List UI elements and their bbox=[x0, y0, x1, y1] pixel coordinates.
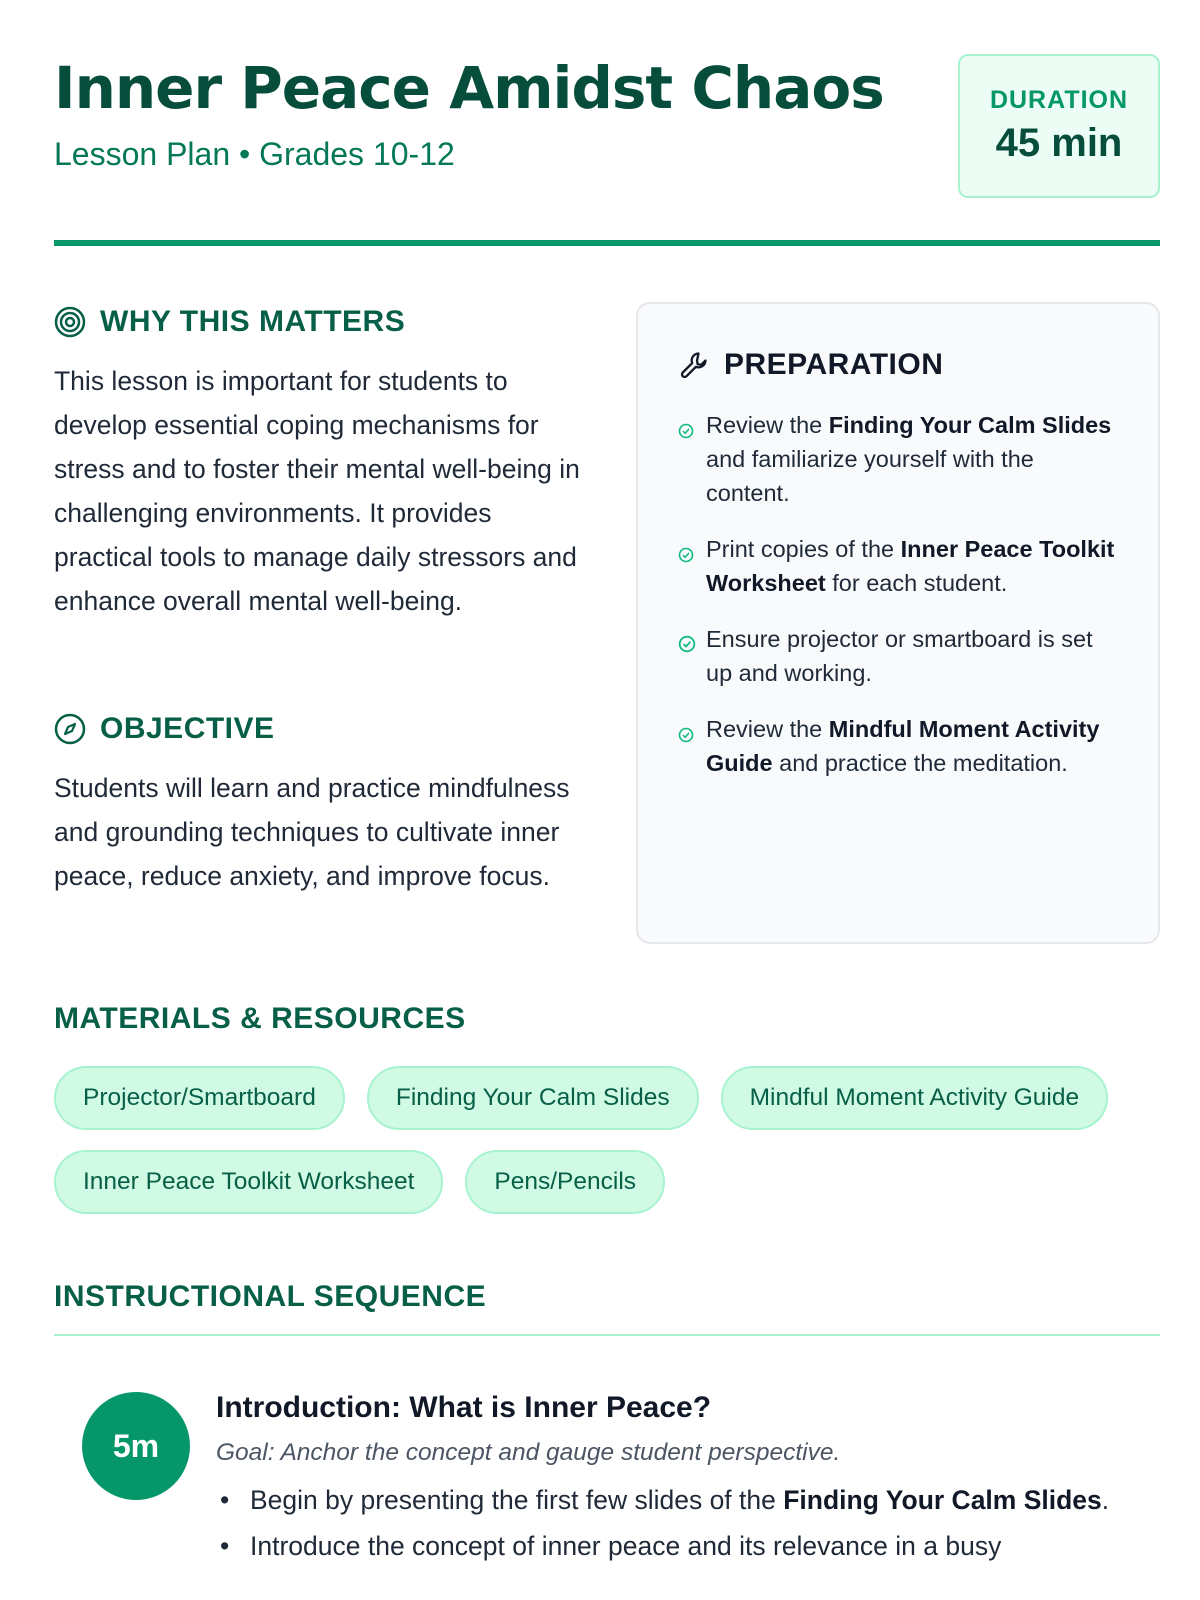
sequence-title: INSTRUCTIONAL SEQUENCE bbox=[54, 1280, 487, 1313]
materials-list bbox=[54, 1066, 1160, 1214]
page-title: Inner Peace Amidst Chaos bbox=[54, 54, 884, 122]
preparation-list bbox=[678, 408, 1122, 780]
check-circle-icon bbox=[678, 547, 694, 563]
page-subtitle: Lesson Plan • Grades 10-12 bbox=[54, 136, 455, 172]
objective-heading bbox=[54, 712, 594, 746]
duration-value: 45 min bbox=[995, 121, 1123, 165]
objective-section bbox=[54, 712, 594, 898]
objective-text: Students will learn and practice mindfulness and grounding techniques to cultivate inner peace, reduce anxiety, and improve focus. bbox=[54, 773, 570, 891]
materials-section bbox=[54, 1002, 1160, 1214]
material-tag: Finding Your Calm Slides bbox=[367, 1066, 699, 1130]
step-bullet: • Introduce the concept of inner peace and its relevance in a busy bbox=[216, 1526, 1116, 1566]
step-time-badge: 5m bbox=[82, 1392, 190, 1500]
sequence-section bbox=[54, 1280, 1160, 1336]
step-bullet: • Begin by presenting the first few slides of the Finding Your Calm Slides. bbox=[216, 1480, 1116, 1520]
why-heading bbox=[54, 305, 594, 339]
objective-title: OBJECTIVE bbox=[100, 712, 275, 745]
duration-card bbox=[958, 54, 1160, 198]
preparation-item bbox=[678, 712, 1122, 780]
check-circle-icon bbox=[678, 423, 694, 439]
preparation-heading bbox=[678, 348, 1122, 382]
wrench-icon bbox=[678, 349, 710, 381]
why-section bbox=[54, 305, 594, 623]
step-bullets bbox=[216, 1480, 1116, 1566]
material-tag: Inner Peace Toolkit Worksheet bbox=[54, 1150, 443, 1214]
why-text: This lesson is important for students to develop essential coping mechanisms for stress and to foster their mental well-being in challenging environments. It provides practical tools to manage daily stressors and enhance overall mental well-being. bbox=[54, 366, 580, 616]
header-divider bbox=[54, 240, 1160, 246]
target-icon bbox=[54, 306, 86, 338]
step-title: Introduction: What is Inner Peace? bbox=[216, 1391, 712, 1424]
preparation-item-text: Print copies of the Inner Peace Toolkit Worksheet for each student. bbox=[706, 536, 1115, 596]
materials-title: MATERIALS & RESOURCES bbox=[54, 1002, 466, 1035]
sequence-divider bbox=[54, 1334, 1160, 1336]
preparation-item bbox=[678, 532, 1122, 600]
check-circle-icon bbox=[678, 635, 696, 653]
why-title: WHY THIS MATTERS bbox=[100, 305, 406, 338]
preparation-item-text: Ensure projector or smartboard is set up and working. bbox=[706, 626, 1093, 686]
preparation-item bbox=[678, 408, 1122, 510]
material-tag: Projector/Smartboard bbox=[54, 1066, 345, 1130]
preparation-card bbox=[636, 302, 1160, 944]
compass-icon bbox=[54, 713, 86, 745]
preparation-title: PREPARATION bbox=[724, 348, 944, 381]
preparation-item bbox=[678, 622, 1122, 690]
check-circle-icon bbox=[678, 727, 694, 743]
step-goal: Goal: Anchor the concept and gauge student perspective. bbox=[216, 1439, 841, 1466]
material-tag: Pens/Pencils bbox=[465, 1150, 665, 1214]
step-body bbox=[216, 1388, 1116, 1572]
duration-label: DURATION bbox=[989, 86, 1129, 114]
preparation-item-text: Review the Mindful Moment Activity Guide and practice the meditation. bbox=[706, 716, 1100, 776]
preparation-item-text: Review the Finding Your Calm Slides and familiarize yourself with the content. bbox=[706, 412, 1112, 506]
material-tag: Mindful Moment Activity Guide bbox=[721, 1066, 1109, 1130]
